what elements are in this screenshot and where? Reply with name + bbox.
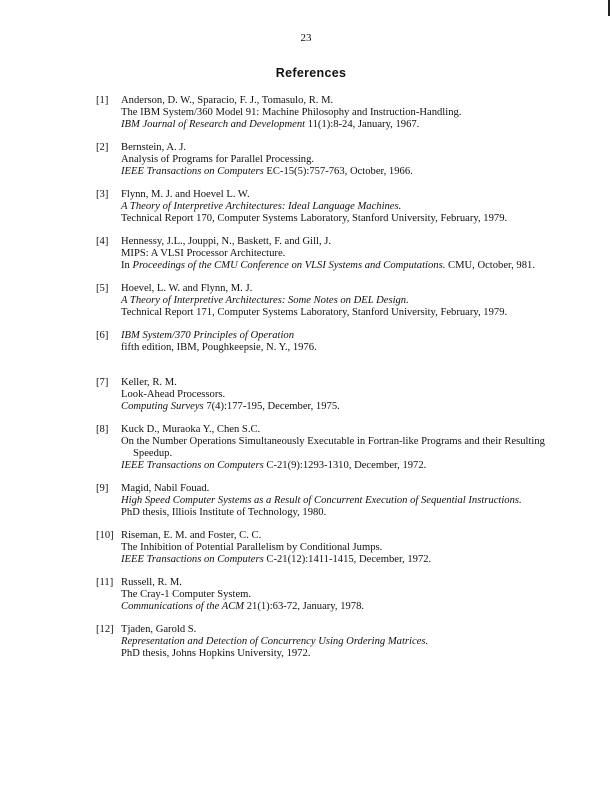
reference-body bbox=[121, 330, 566, 354]
reference-text: EC-15(5):757-763, October, 1966. bbox=[263, 166, 413, 177]
reference-text: Technical Report 170, Computer Systems Laboratory, Stanford University, February, 1979. bbox=[121, 213, 508, 224]
reference-text: Keller, R. M. bbox=[121, 377, 177, 388]
reference-item bbox=[96, 483, 566, 519]
reference-line bbox=[121, 401, 566, 413]
reference-body bbox=[121, 424, 566, 472]
reference-text: C-21(12):1411-1415, December, 1972. bbox=[263, 554, 432, 565]
reference-text: 21(1):63-72, January, 1978. bbox=[244, 601, 365, 612]
reference-number: [4] bbox=[96, 236, 109, 247]
reference-line bbox=[121, 330, 566, 342]
reference-title-italic: IEEE Transactions on Computers bbox=[121, 166, 264, 177]
page-number: 23 bbox=[300, 32, 312, 44]
reference-item bbox=[96, 283, 566, 319]
reference-item bbox=[96, 95, 566, 131]
reference-body bbox=[121, 483, 566, 519]
reference-line bbox=[121, 624, 566, 636]
reference-line bbox=[121, 248, 566, 260]
reference-line bbox=[121, 260, 566, 272]
reference-text: PhD thesis, Illiois Institute of Technology, 1980. bbox=[121, 507, 327, 518]
reference-text: Russell, R. M. bbox=[121, 577, 182, 588]
reference-text: The Inhibition of Potential Parallelism by Conditional Jumps. bbox=[121, 542, 383, 553]
reference-line bbox=[121, 142, 566, 154]
reference-line bbox=[121, 648, 566, 660]
reference-line bbox=[121, 424, 566, 436]
reference-line bbox=[121, 448, 566, 460]
reference-line bbox=[121, 95, 566, 107]
reference-number: [3] bbox=[96, 189, 109, 200]
reference-body bbox=[121, 142, 566, 178]
reference-line bbox=[121, 495, 566, 507]
reference-title-italic: Representation and Detection of Concurrency Using Ordering Matrices. bbox=[121, 636, 429, 647]
reference-line bbox=[121, 213, 566, 225]
reference-text: 11(1):8-24, January, 1967. bbox=[305, 119, 420, 130]
reference-title-italic: IBM System/370 Principles of Operation bbox=[121, 330, 295, 341]
reference-text: Speedup. bbox=[133, 448, 173, 459]
reference-number: [10] bbox=[96, 530, 114, 541]
reference-text: MIPS: A VLSI Processor Architecture. bbox=[121, 248, 286, 259]
reference-text: Magid, Nabil Fouad. bbox=[121, 483, 210, 494]
reference-line bbox=[121, 589, 566, 601]
reference-item bbox=[96, 189, 566, 225]
reference-line bbox=[121, 189, 566, 201]
reference-line bbox=[121, 483, 566, 495]
reference-text: Anderson, D. W., Sparacio, F. J., Tomasulo, R. M. bbox=[121, 95, 334, 106]
reference-text: In bbox=[121, 260, 133, 271]
reference-item bbox=[96, 624, 566, 660]
reference-number: [9] bbox=[96, 483, 109, 494]
reference-line bbox=[121, 377, 566, 389]
reference-number: [12] bbox=[96, 624, 114, 635]
reference-text: Bernstein, A. J. bbox=[121, 142, 187, 153]
reference-text: On the Number Operations Simultaneously Executable in Fortran-like Programs and their Resulting bbox=[121, 436, 545, 447]
reference-line bbox=[121, 236, 566, 248]
reference-title-italic: High Speed Computer Systems as a Result of Concurrent Execution of Sequential Instructions. bbox=[121, 495, 522, 506]
reference-line bbox=[121, 530, 566, 542]
reference-title-italic: IEEE Transactions on Computers bbox=[121, 554, 264, 565]
reference-line bbox=[121, 119, 566, 131]
reference-line bbox=[121, 154, 566, 166]
reference-item bbox=[96, 577, 566, 613]
reference-line bbox=[121, 636, 566, 648]
reference-text: The Cray-1 Computer System. bbox=[121, 589, 252, 600]
reference-number: [1] bbox=[96, 95, 109, 106]
reference-line bbox=[121, 507, 566, 519]
reference-title-italic: IEEE Transactions on Computers bbox=[121, 460, 264, 471]
reference-text: The IBM System/360 Model 91: Machine Philosophy and Instruction-Handling. bbox=[121, 107, 462, 118]
reference-body bbox=[121, 377, 566, 413]
reference-line bbox=[121, 201, 566, 213]
reference-number: [7] bbox=[96, 377, 109, 388]
reference-text: Technical Report 171, Computer Systems Laboratory, Stanford University, February, 1979. bbox=[121, 307, 508, 318]
reference-line bbox=[121, 389, 566, 401]
reference-body bbox=[121, 530, 566, 566]
page-edge-mark bbox=[608, 0, 610, 16]
reference-title-italic: IBM Journal of Research and Development bbox=[121, 119, 306, 130]
reference-text: Analysis of Programs for Parallel Processing. bbox=[121, 154, 315, 165]
reference-line bbox=[121, 542, 566, 554]
reference-line bbox=[121, 107, 566, 119]
reference-title-italic: A Theory of Interpretive Architectures: Some Notes on DEL Design. bbox=[121, 295, 409, 306]
reference-text: Tjaden, Garold S. bbox=[121, 624, 197, 635]
reference-line bbox=[121, 307, 566, 319]
reference-text: 7(4):177-195, December, 1975. bbox=[203, 401, 340, 412]
reference-text: Hennessy, J.L., Jouppi, N., Baskett, F. and Gill, J. bbox=[121, 236, 332, 247]
reference-item bbox=[96, 424, 566, 472]
reference-title-italic: Proceedings of the CMU Conference on VLSI Systems and Computations. bbox=[132, 260, 446, 271]
reference-body bbox=[121, 236, 566, 272]
reference-text: Hoevel, L. W. and Flynn, M. J. bbox=[121, 283, 253, 294]
reference-text: fifth edition, IBM, Poughkeepsie, N. Y., 1976. bbox=[121, 342, 317, 353]
reference-line bbox=[121, 295, 566, 307]
reference-text: Look-Ahead Processors. bbox=[121, 389, 226, 400]
reference-list bbox=[96, 95, 566, 671]
reference-line bbox=[121, 577, 566, 589]
reference-line bbox=[121, 601, 566, 613]
reference-body bbox=[121, 95, 566, 131]
reference-number: [8] bbox=[96, 424, 109, 435]
reference-body bbox=[121, 624, 566, 660]
reference-text: Flynn, M. J. and Hoevel L. W. bbox=[121, 189, 250, 200]
reference-number: [11] bbox=[96, 577, 114, 588]
reference-number: [5] bbox=[96, 283, 109, 294]
reference-number: [2] bbox=[96, 142, 109, 153]
reference-item bbox=[96, 236, 566, 272]
reference-item bbox=[96, 142, 566, 178]
reference-line bbox=[121, 342, 566, 354]
reference-body bbox=[121, 283, 566, 319]
reference-text: Riseman, E. M. and Foster, C. C. bbox=[121, 530, 262, 541]
reference-text: PhD thesis, Johns Hopkins University, 1972. bbox=[121, 648, 311, 659]
reference-title-italic: A Theory of Interpretive Architectures: Ideal Language Machines. bbox=[121, 201, 402, 212]
reference-text: Kuck D., Muraoka Y., Chen S.C. bbox=[121, 424, 261, 435]
reference-body bbox=[121, 577, 566, 613]
reference-line bbox=[121, 283, 566, 295]
reference-title-italic: Communications of the ACM bbox=[121, 601, 245, 612]
reference-text: CMU, October, 981. bbox=[445, 260, 535, 271]
reference-line bbox=[121, 436, 566, 448]
reference-item bbox=[96, 377, 566, 413]
reference-text: C-21(9):1293-1310, December, 1972. bbox=[263, 460, 427, 471]
reference-line bbox=[121, 166, 566, 178]
reference-body bbox=[121, 189, 566, 225]
reference-item bbox=[96, 330, 566, 366]
section-title: References bbox=[275, 66, 347, 80]
reference-line bbox=[121, 554, 566, 566]
reference-number: [6] bbox=[96, 330, 109, 341]
reference-title-italic: Computing Surveys bbox=[121, 401, 204, 412]
reference-line bbox=[121, 460, 566, 472]
reference-item bbox=[96, 530, 566, 566]
